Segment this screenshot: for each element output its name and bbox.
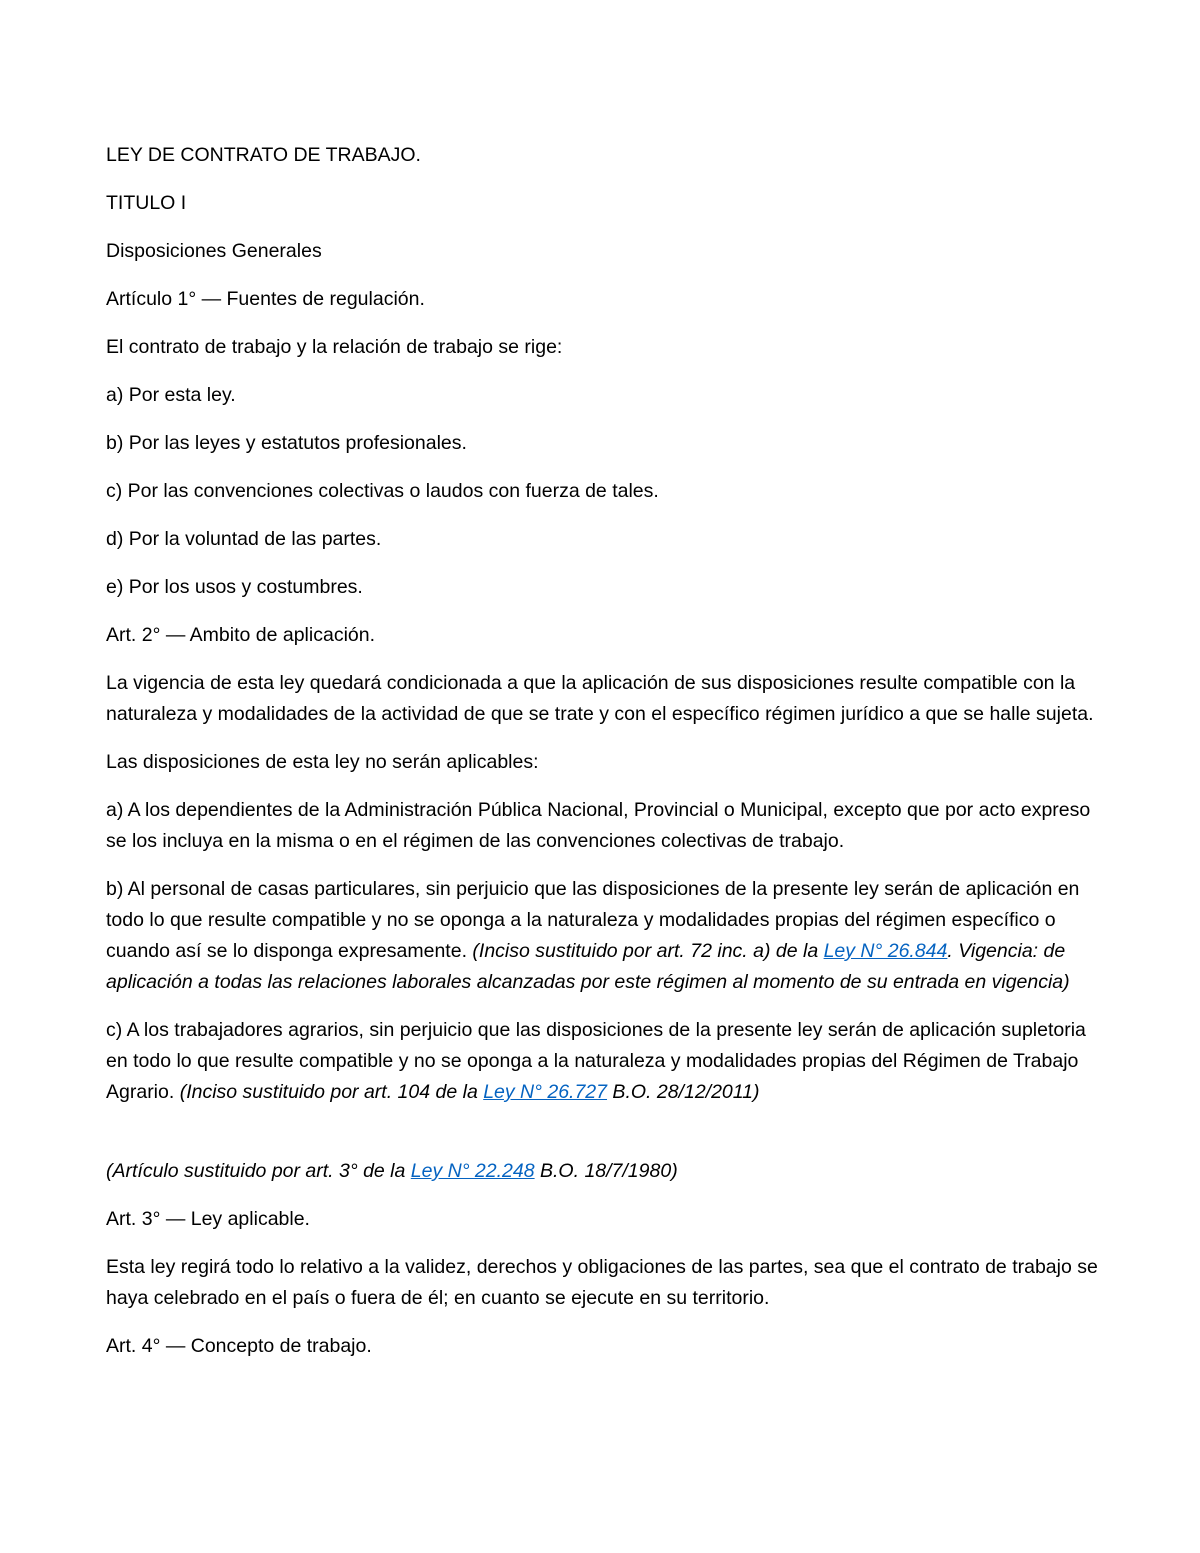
item-b-note-start: (Inciso sustituido por art. 72 inc. a) de la <box>472 940 824 962</box>
article-1-intro: El contrato de trabajo y la relación de trabajo se rige: <box>106 336 563 358</box>
ley-26727-link[interactable]: Ley N° 26.727 <box>483 1081 608 1103</box>
article-1-item-b: b) Por las leyes y estatutos profesionales. <box>106 432 467 454</box>
section-heading: Disposiciones Generales <box>106 240 322 262</box>
item-b-note-end: . Vigencia: de aplicación a todas las relaciones laborales alcanzadas por este régimen al momento de su entrada en vigencia) <box>106 940 1070 993</box>
ley-26844-link[interactable]: Ley N° 26.844 <box>823 940 948 962</box>
item-c-text: c) A los trabajadores agrarios, sin perjuicio que las disposiciones de la presente ley serán de aplicación supletoria en todo lo que resulte compatible y no se oponga a la naturaleza y modalidades propias del Régimen de Trabajo Agrario. <box>106 1019 1086 1103</box>
titulo-heading: TITULO I <box>106 192 187 214</box>
article-1-item-d: d) Por la voluntad de las partes. <box>106 528 382 550</box>
article-1-item-c: c) Por las convenciones colectivas o laudos con fuerza de tales. <box>106 480 659 502</box>
item-c-note-end: B.O. 28/12/2011) <box>607 1081 760 1103</box>
substitution-note-start: (Artículo sustituido por art. 3° de la <box>106 1160 411 1182</box>
article-3-heading: Art. 3° — Ley aplicable. <box>106 1208 310 1230</box>
item-b-text: b) Al personal de casas particulares, sin perjuicio que las disposiciones de la presente ley serán de aplicación en todo lo que resulte compatible y no se oponga a la naturaleza y modalidades propias del régimen específico o cuando así se lo disponga expresamente. <box>106 878 1080 962</box>
article-2-substitution-note <box>106 1156 1106 1187</box>
article-1-heading: Artículo 1° — Fuentes de regulación. <box>106 288 425 310</box>
document-heading: LEY DE CONTRATO DE TRABAJO. <box>106 144 421 166</box>
ley-22248-link[interactable]: Ley N° 22.248 <box>410 1160 535 1182</box>
article-2-item-a: a) A los dependientes de la Administración Pública Nacional, Provincial o Municipal, excepto que por acto expreso se los incluya en la misma o en el régimen de las convenciones colectivas de trabajo. <box>106 799 1091 852</box>
article-4-heading: Art. 4° — Concepto de trabajo. <box>106 1335 372 1357</box>
article-2-heading: Art. 2° — Ambito de aplicación. <box>106 624 376 646</box>
document-body <box>106 140 1106 1379</box>
article-2-paragraph-2: Las disposiciones de esta ley no serán aplicables: <box>106 751 539 773</box>
article-1-item-a: a) Por esta ley. <box>106 384 236 406</box>
item-c-note-start: (Inciso sustituido por art. 104 de la <box>179 1081 484 1103</box>
article-2-item-b <box>106 874 1106 998</box>
article-2-item-c <box>106 1015 1106 1108</box>
article-1-item-e: e) Por los usos y costumbres. <box>106 576 363 598</box>
article-2-paragraph-1: La vigencia de esta ley quedará condicionada a que la aplicación de sus disposiciones resulte compatible con la naturaleza y modalidades de la actividad de que se trate y con el específico régimen jurídico a que se halle sujeta. <box>106 672 1094 725</box>
substitution-note-end: B.O. 18/7/1980) <box>534 1160 678 1182</box>
article-3-paragraph: Esta ley regirá todo lo relativo a la validez, derechos y obligaciones de las partes, sea que el contrato de trabajo se haya celebrado en el país o fuera de él; en cuanto se ejecute en su territorio. <box>106 1256 1098 1309</box>
